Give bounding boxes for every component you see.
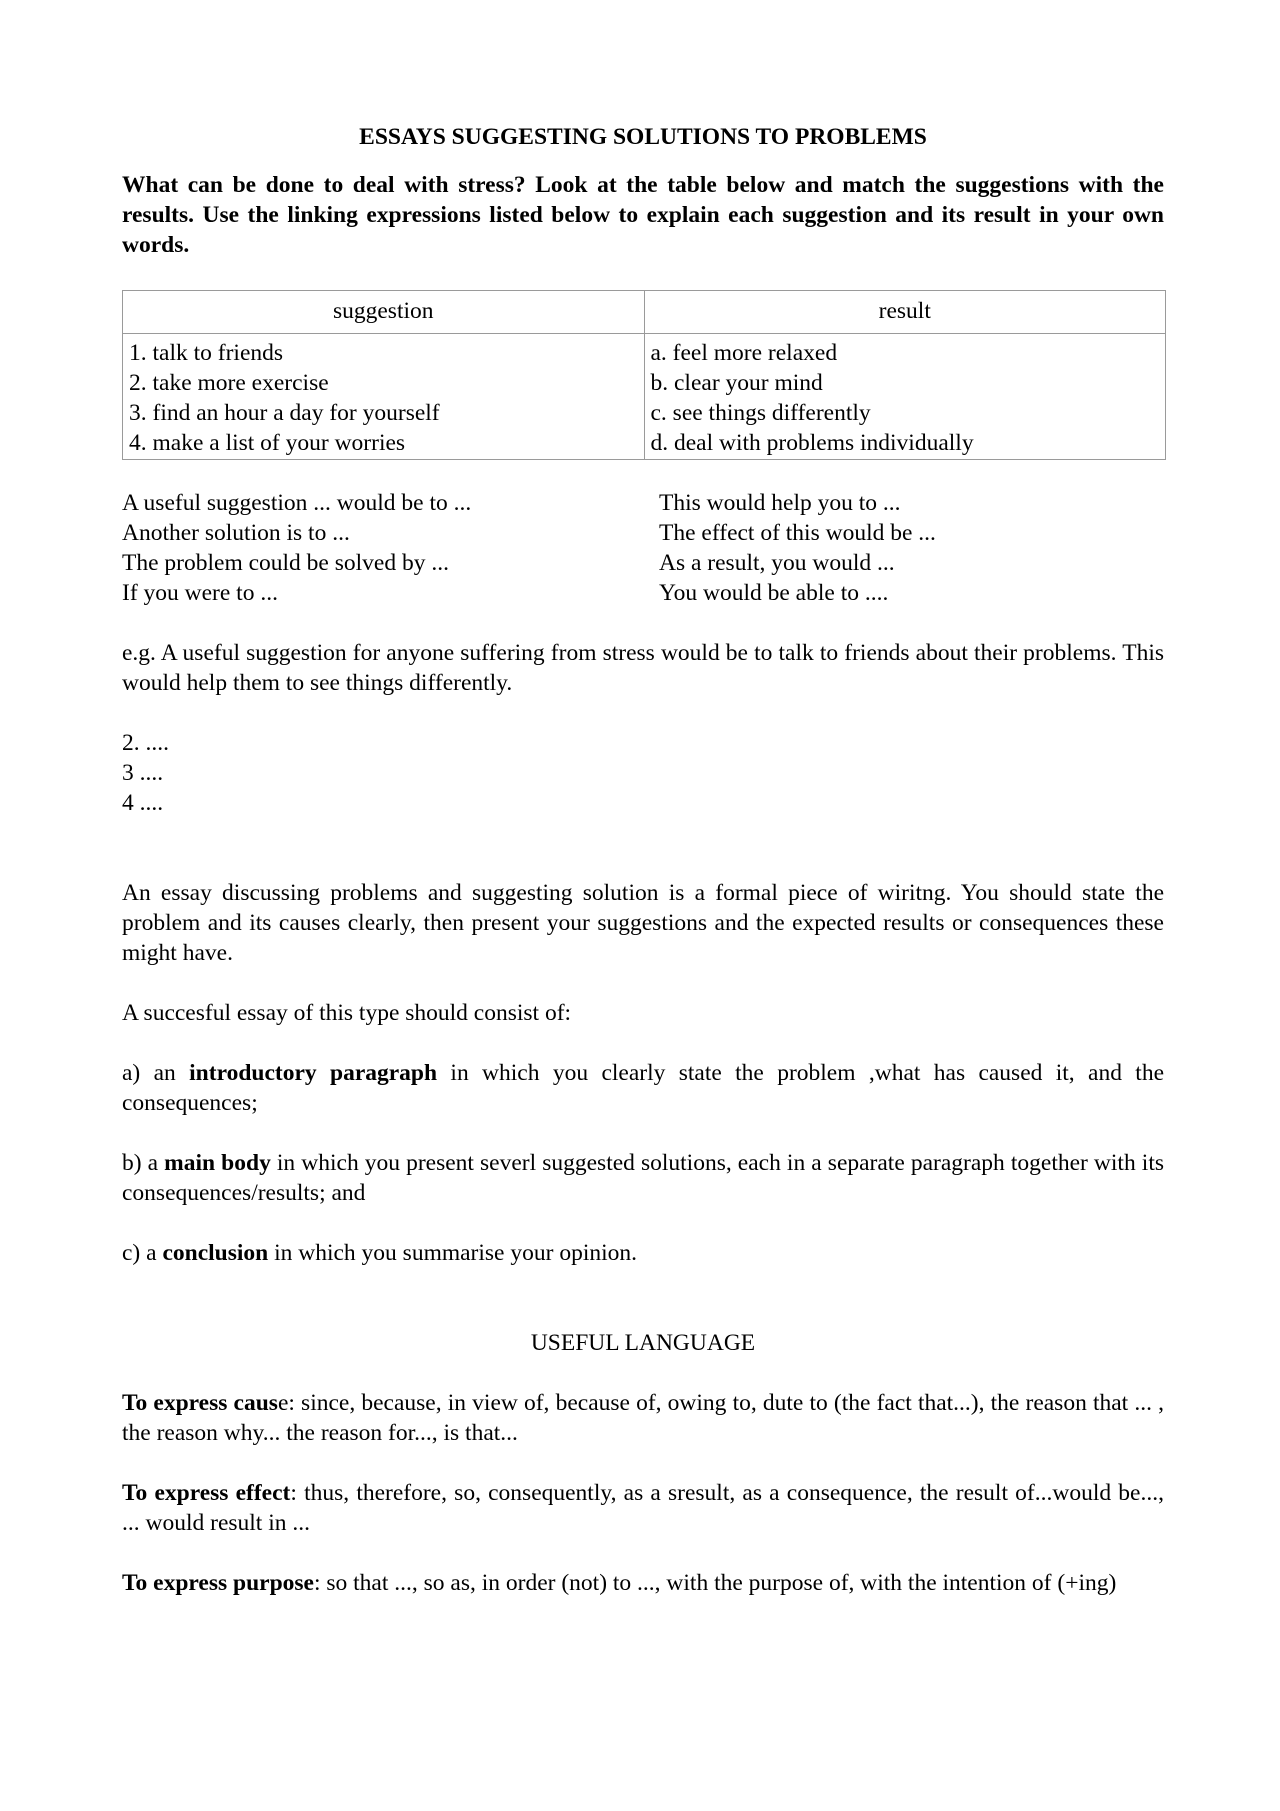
linking-expression: If you were to ... [122,580,278,606]
numbered-blank: 4 .... [122,790,164,816]
linking-expressions [122,488,1164,608]
express-effect-label: To express effect [122,1480,291,1506]
numbered-blank: 2. .... [122,730,169,756]
result-item: b. clear your mind [650,370,823,396]
express-purpose-label: To express purpose [122,1570,314,1596]
result-column-header: result [644,291,1166,334]
document-title: ESSAYS SUGGESTING SOLUTIONS TO PROBLEMS [359,124,927,150]
structure-text: in which you clearly state the problem ,what has caused it, and the consequences; [122,1060,1164,1116]
linking-expression: The effect of this would be ... [659,520,936,546]
express-effect-text: : thus, therefore, so, consequently, as a sresult, as a consequence, the result of...would be..., ... would result in ... [122,1480,1164,1536]
table-header-row [123,291,1166,334]
linking-expressions-right [659,488,1164,608]
structure-term: conclusion [162,1240,269,1266]
example-paragraph: e.g. A useful suggestion for anyone suffering from stress would be to talk to friends about their problems. This would help them to see things differently. [122,640,1164,696]
structure-prefix: a) an [122,1060,190,1086]
result-item: c. see things differently [650,400,871,426]
linking-expression: The problem could be solved by ... [122,550,449,576]
table-row [123,334,1166,460]
numbered-blank: 3 .... [122,760,164,786]
structure-prefix: c) a [122,1240,163,1266]
linking-expression: You would be able to .... [659,580,889,606]
linking-expression: This would help you to ... [659,490,901,516]
express-purpose-paragraph [122,1568,1164,1598]
suggestion-item: 4. make a list of your worries [129,430,406,456]
express-effect-paragraph [122,1478,1164,1538]
structure-item-c [122,1238,1164,1268]
structure-intro: A succesful essay of this type should consist of: [122,1000,572,1026]
linking-expression: As a result, you would ... [659,550,895,576]
express-purpose-text: : so that ..., so as, in order (not) to ..., with the purpose of, with the intention of (+ing) [313,1570,1117,1596]
result-item: d. deal with problems individually [650,430,974,456]
suggestion-item: 2. take more exercise [129,370,329,396]
structure-term: main body [164,1150,271,1176]
linking-expression: Another solution is to ... [122,520,350,546]
express-cause-paragraph [122,1388,1164,1448]
structure-text: in which you present severl suggested solutions, each in a separate paragraph together with its consequences/results; and [122,1150,1164,1206]
structure-item-a [122,1058,1164,1118]
express-cause-label: To express caus [122,1390,278,1416]
structure-text: in which you summarise your opinion. [268,1240,638,1266]
structure-term: introductory paragraph [189,1060,438,1086]
express-cause-label-rest: e [277,1390,289,1416]
suggestion-item: 1. talk to friends [129,340,284,366]
suggestion-result-table [122,290,1166,460]
useful-language-heading: USEFUL LANGUAGE [530,1330,756,1356]
suggestions-cell [123,334,645,460]
structure-prefix: b) a [122,1150,165,1176]
linking-expression: A useful suggestion ... would be to ... [122,490,472,516]
structure-item-b [122,1148,1164,1208]
linking-expressions-left [122,488,659,608]
instructions-paragraph: What can be done to deal with stress? Look at the table below and match the suggestions with the results. Use the linking expressions listed below to explain each suggestion and its result in your own words. [122,172,1164,258]
express-cause-text: : since, because, in view of, because of, owing to, dute to (the fact that...), the reason that ... , the reason why... the reason for..., is that... [122,1390,1164,1446]
results-cell [644,334,1166,460]
result-item: a. feel more relaxed [650,340,838,366]
intro-paragraph: An essay discussing problems and suggesting solution is a formal piece of wiritng. You should state the problem and its causes clearly, then present your suggestions and the expected results or consequences these might have. [122,880,1164,966]
numbered-blanks [122,728,1164,818]
suggestion-column-header: suggestion [123,291,645,334]
suggestion-item: 3. find an hour a day for yourself [129,400,440,426]
